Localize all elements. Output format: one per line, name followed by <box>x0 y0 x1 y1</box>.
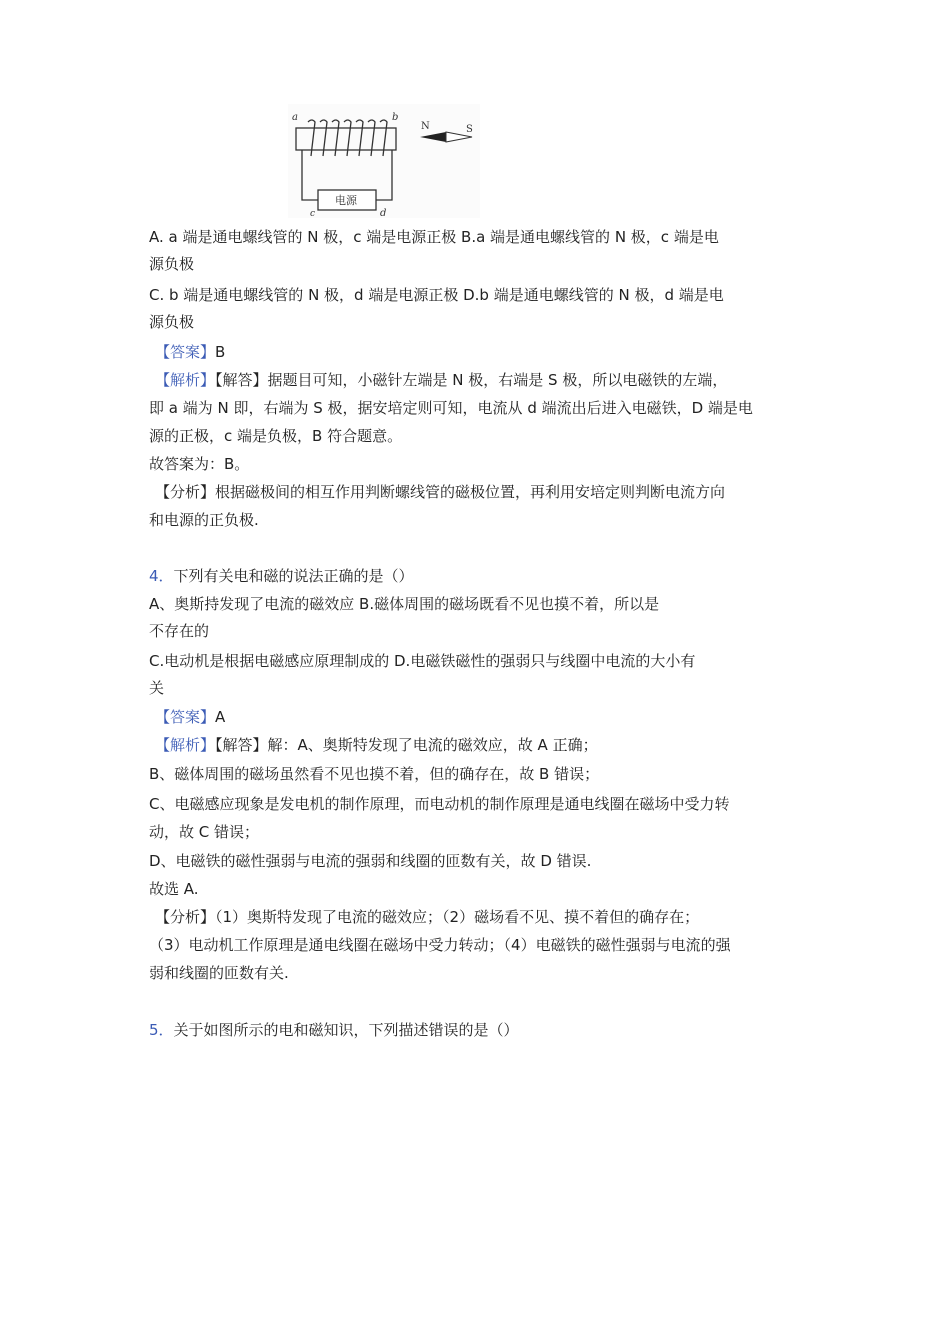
analysis-text: 【解答】解：A、奥斯特发现了电流的磁效应，故 A 正确； <box>215 736 598 754</box>
q3-analysis-line1 <box>155 370 727 390</box>
q3-option-ab-line1: A. a 端是通电螺线管的 N 极，c 端是电源正极 B.a 端是通电螺线管的 N 极，c 端是电 <box>149 228 719 246</box>
question-text: 下列有关电和磁的说法正确的是（） <box>173 567 414 585</box>
question-number: 5． <box>149 1021 174 1039</box>
q4-analysis-line5: D、电磁铁的磁性强弱与电流的强弱和线圈的匝数有关，故 D 错误. <box>149 852 592 870</box>
q3-answer <box>155 342 225 362</box>
q4-option-cd-line1: C.电动机是根据电磁感应原理制成的 D.电磁铁磁性的强弱只与线圈中电流的大小有 <box>149 652 696 670</box>
analysis-tag: 【解析】 <box>155 736 216 754</box>
q4-option-cd-line2: 关 <box>149 679 165 697</box>
q3-analysis-line4: 故答案为：B。 <box>149 455 250 473</box>
q3-option-cd-line2: 源负极 <box>149 313 195 331</box>
q3-option-ab-line2: 源负极 <box>149 255 195 273</box>
q4-fenxi-line2: （3）电动机工作原理是通电线圈在磁场中受力转动；（4）电磁铁的磁性强弱与电流的强 <box>149 936 731 954</box>
q3-fenxi-line1: 【分析】根据磁极间的相互作用判断螺线管的磁极位置，再利用安培定则判断电流方向 <box>155 483 726 501</box>
answer-value: B <box>215 343 226 361</box>
q4-answer <box>155 707 225 727</box>
q4-fenxi-line3: 弱和线圈的匝数有关. <box>149 964 289 982</box>
q3-analysis-line2: 即 a 端为 N 即，右端为 S 极，据安培定则可知，电流从 d 端流出后进入电磁铁，D 端是电 <box>149 399 753 417</box>
analysis-tag: 【解析】 <box>155 371 216 389</box>
solenoid-circuit-figure <box>288 104 480 218</box>
q4-analysis-line4: 动，故 C 错误； <box>149 823 260 841</box>
q4-analysis-line1 <box>155 735 598 755</box>
terminal-c-label: c <box>310 209 316 218</box>
answer-value: A <box>215 708 226 726</box>
q3-analysis-line3: 源的正极，c 端是负极，B 符合题意。 <box>149 427 403 445</box>
q4-fenxi-line1: 【分析】（1）奥斯特发现了电流的磁效应；（2）磁场看不见、摸不着但的确存在； <box>155 908 700 926</box>
q3-fenxi-line2: 和电源的正负极. <box>149 511 259 529</box>
q5-stem <box>149 1020 519 1040</box>
question-number: 4． <box>149 567 174 585</box>
q3-option-cd-line1: C. b 端是通电螺线管的 N 极，d 端是电源正极 D.b 端是通电螺线管的 N 极，d 端是电 <box>149 286 724 304</box>
question-text: 关于如图所示的电和磁知识，下列描述错误的是（） <box>173 1021 519 1039</box>
analysis-text: 【解答】据题目可知，小磁针左端是 N 极，右端是 S 极，所以电磁铁的左端， <box>215 371 728 389</box>
q4-analysis-line6: 故选 A. <box>149 880 199 898</box>
q4-analysis-line3: C、电磁感应现象是发电机的制作原理，而电动机的制作原理是通电线圈在磁场中受力转 <box>149 795 730 813</box>
needle-s-label: S <box>466 124 473 135</box>
needle-n-label: N <box>421 121 430 132</box>
q4-stem <box>149 566 414 586</box>
terminal-d-label: d <box>380 208 387 218</box>
terminal-b-label: b <box>392 112 399 123</box>
q4-option-ab-line2: 不存在的 <box>149 622 210 640</box>
terminal-a-label: a <box>292 112 298 123</box>
answer-tag: 【答案】 <box>155 708 216 726</box>
q4-analysis-line2: B、磁体周围的磁场虽然看不见也摸不着，但的确存在，故 B 错误； <box>149 765 600 783</box>
q4-option-ab-line1: A、奥斯持发现了电流的磁效应 B.磁体周围的磁场既看不见也摸不着，所以是 <box>149 595 660 613</box>
power-source-label: 电源 <box>335 194 357 207</box>
answer-tag: 【答案】 <box>155 343 216 361</box>
